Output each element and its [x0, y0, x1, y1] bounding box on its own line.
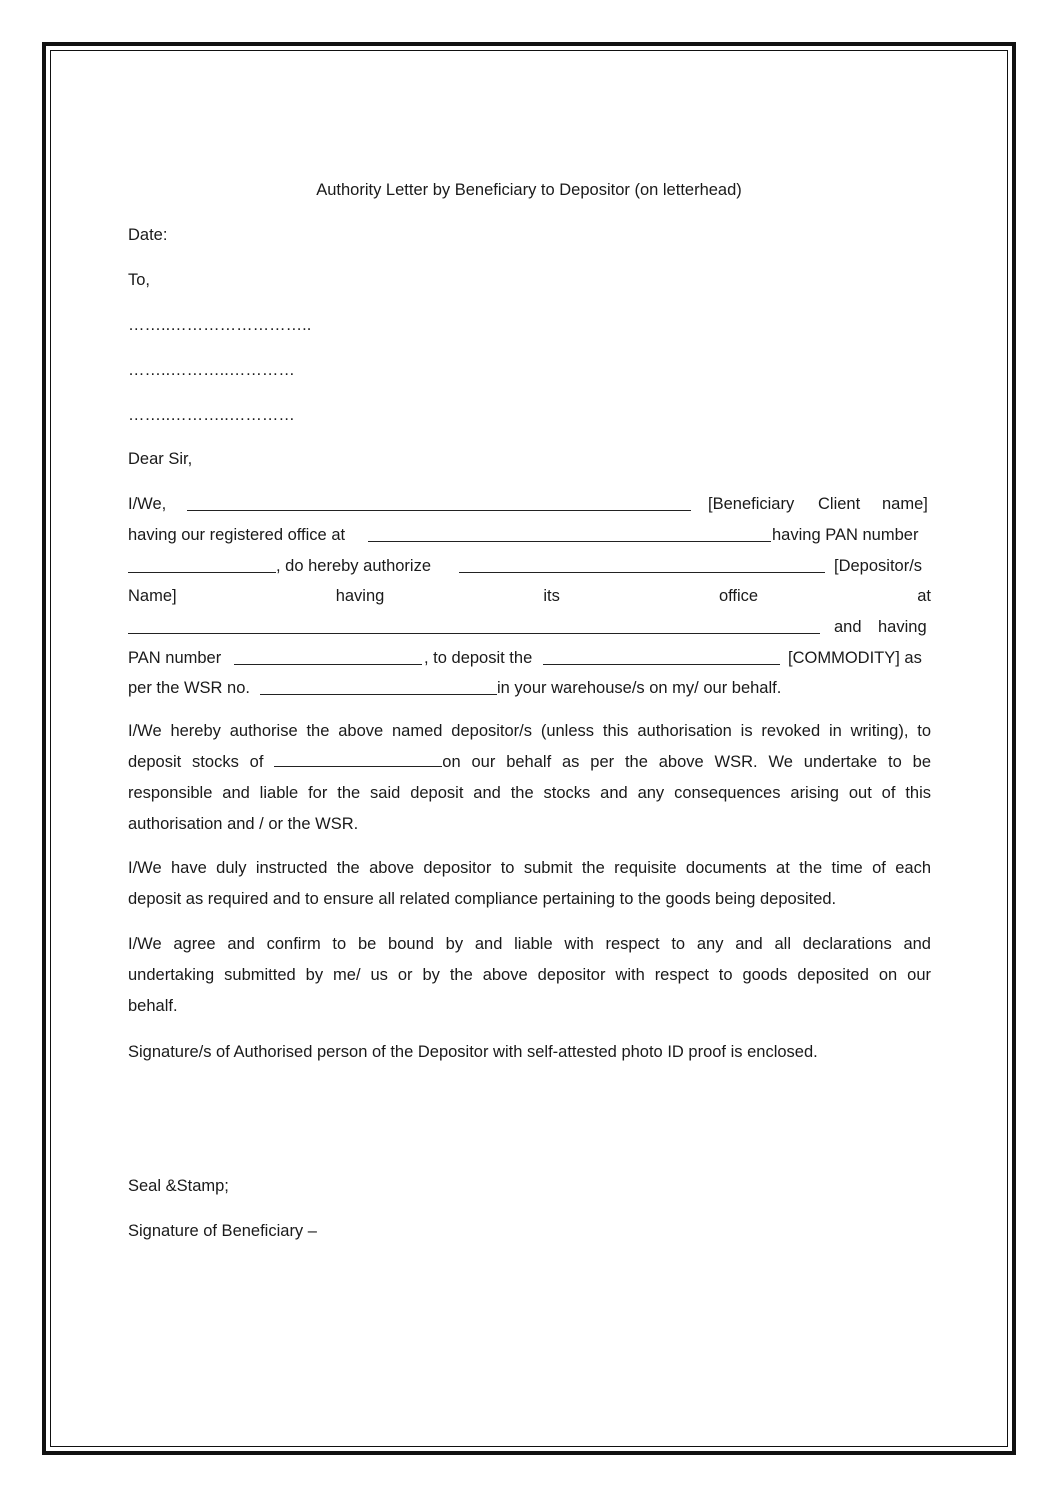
name-having-row [128, 586, 931, 606]
per-wsr-text: per the WSR no. [128, 679, 250, 697]
having-word: having [335, 587, 385, 605]
wsr-number-blank [260, 694, 497, 695]
address-line-2: ……..………..………… [128, 361, 295, 379]
stocks-blank [274, 752, 442, 767]
pan-number-blank-1 [128, 572, 276, 573]
registered-office-blank [368, 541, 771, 542]
para4-line-2: undertaking submitted by me/ us or by the above depositor with respect to goods deposited on our [128, 966, 931, 984]
para2-line-1: I/We hereby authorise the above named depositor/s (unless this authorisation is revoked in writing), to [128, 722, 931, 740]
commodity-blank [543, 664, 780, 665]
having-word-2: having [878, 618, 927, 636]
depositor-bracket: [Depositor/s [834, 557, 923, 575]
deposit-stocks-text: deposit stocks of [128, 753, 264, 771]
para2-line-3: responsible and liable for the said deposit and the stocks and any consequences arising out of this [128, 784, 931, 802]
warehouse-text: in your warehouse/s on my/ our behalf. [497, 679, 782, 697]
salutation: Dear Sir, [128, 450, 193, 468]
para3-line-1: I/We have duly instructed the above depositor to submit the requisite documents at the time of each [128, 859, 931, 877]
para4-line-3: behalf. [128, 997, 178, 1015]
paragraph-authorise [128, 716, 931, 840]
its-word: its [543, 587, 560, 605]
address-line-1: ……..…………………….. [128, 316, 312, 334]
office-word: office [718, 587, 759, 605]
beneficiary-name-blank [187, 510, 691, 511]
seal-stamp-label: Seal &Stamp; [128, 1177, 229, 1195]
date-label: Date: [128, 226, 168, 244]
beneficiary-bracket: [Beneficiary [708, 495, 795, 513]
signature-enclosed-text: Signature/s of Authorised person of the Depositor with self-attested photo ID proof is enclosed. [128, 1043, 818, 1061]
and-word: and [834, 618, 862, 636]
to-deposit-text: , to deposit the [424, 649, 533, 667]
beneficiary-signature-label: Signature of Beneficiary – [128, 1222, 317, 1240]
having-pan-text: having PAN number [772, 526, 919, 544]
name-close-word: Name] [128, 587, 177, 605]
at-word: at [917, 587, 931, 605]
commodity-label: [COMMODITY] as [788, 649, 922, 667]
paragraph-agree [128, 929, 931, 1022]
registered-office-text: having our registered office at [128, 526, 346, 544]
paragraph-instructed [128, 853, 931, 915]
address-line-3: ……..………..………… [128, 406, 295, 424]
to-label: To, [128, 271, 151, 289]
name-bracket: name] [882, 495, 928, 513]
depositor-pan-blank [234, 664, 422, 665]
para2-line-4: authorisation and / or the WSR. [128, 815, 359, 833]
para2-line-2 [128, 747, 931, 778]
do-hereby-text: , do hereby authorize [276, 557, 432, 575]
document-title: Authority Letter by Beneficiary to Depositor (on letterhead) [316, 181, 742, 199]
iwe-label: I/We, [128, 495, 167, 513]
depositor-name-blank [459, 572, 825, 573]
para3-line-2: deposit as required and to ensure all related compliance pertaining to the goods being deposited. [128, 890, 837, 908]
para2-line-2-rest: on our behalf as per the above WSR. We undertake to be [442, 753, 931, 771]
client-word: Client [818, 495, 861, 513]
pan-number-label: PAN number [128, 649, 222, 667]
depositor-office-blank [128, 633, 820, 634]
para4-line-1: I/We agree and confirm to be bound by and liable with respect to any and all declarations and [128, 935, 931, 953]
